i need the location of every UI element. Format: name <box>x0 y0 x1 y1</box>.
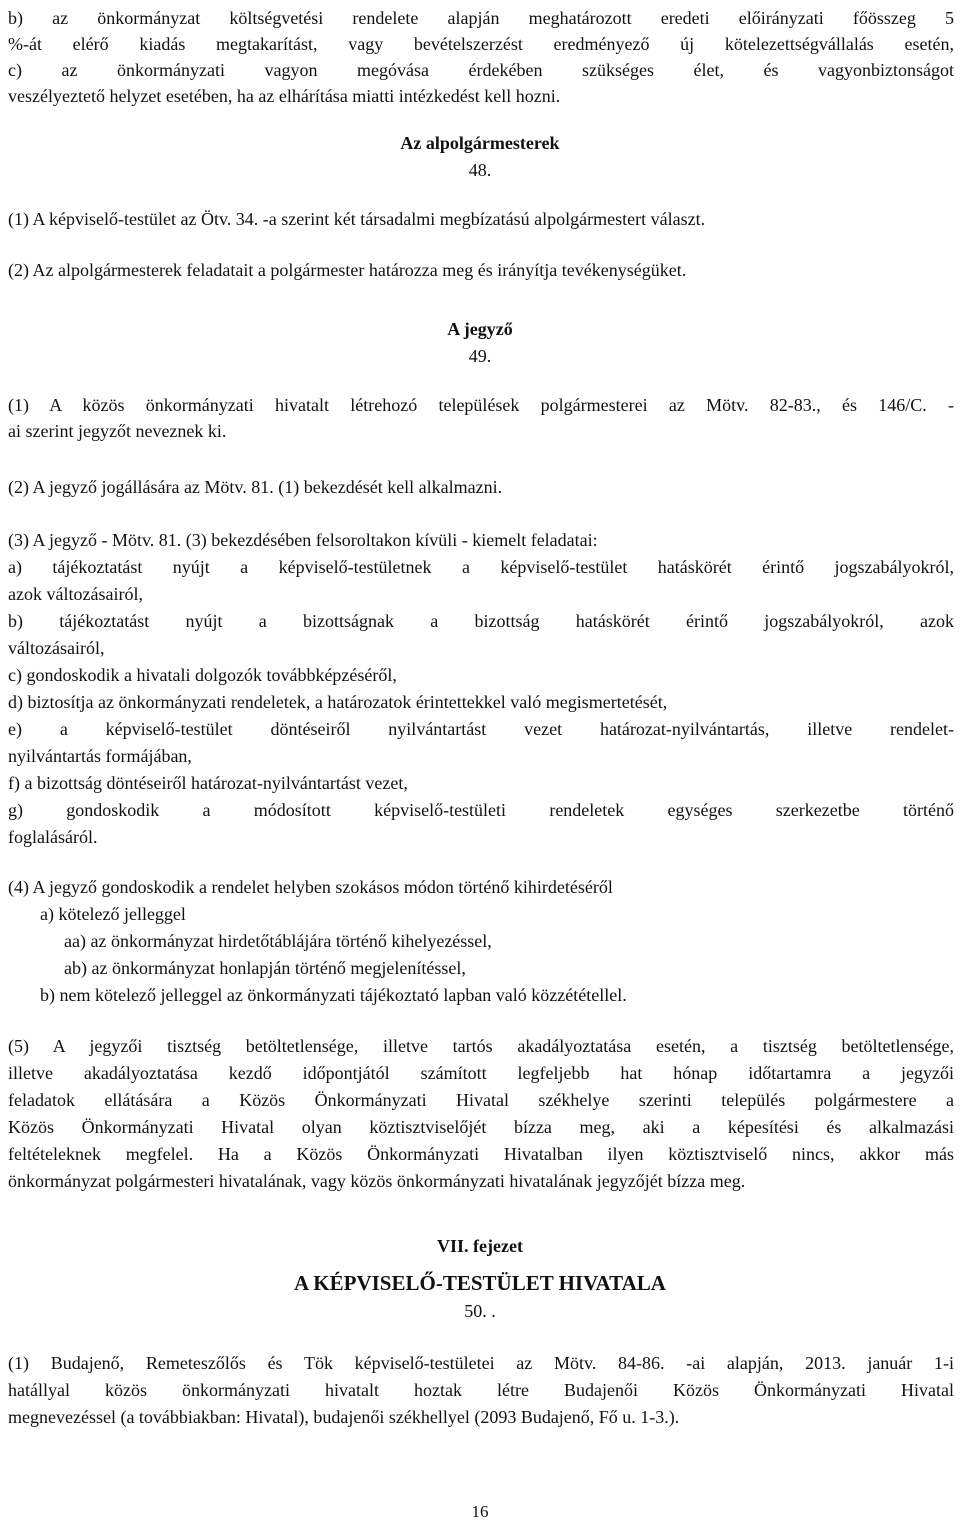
paragraph: Közös Önkormányzati Hivatal olyan köztisztviselőjét bízza meg, aki a képesítési és alkalmazási <box>8 1117 954 1137</box>
list-item: változásairól, <box>8 638 105 658</box>
paragraph: (2) A jegyző jogállására az Mötv. 81. (1) bekezdését kell alkalmazni. <box>8 477 503 497</box>
section-heading: A jegyző <box>447 319 513 339</box>
text-line: veszélyeztető helyzet esetében, ha az elhárítása miatti intézkedést kell hozni. <box>8 86 561 106</box>
list-item: g) gondoskodik a módosított képviselő-testületi rendeletek egységes szerkezetbe történő <box>8 800 954 820</box>
text-line: c) az önkormányzati vagyon megóvása érdekében szükséges élet, és vagyonbiztonságot <box>8 60 954 80</box>
list-item: d) biztosítja az önkormányzati rendeletek, a határozatok érintettekkel való megismertetését, <box>8 692 668 712</box>
section-number: 49. <box>468 346 492 366</box>
list-item: c) gondoskodik a hivatali dolgozók továbbképzéséről, <box>8 665 397 685</box>
paragraph: feladatok ellátására a Közös Önkormányzati Hivatal székhelye szerinti település polgármestere a <box>8 1090 954 1110</box>
paragraph: (1) A képviselő-testület az Ötv. 34. -a szerint két társadalmi megbízatású alpolgármestert választ. <box>8 209 706 229</box>
chapter-title: A KÉPVISELŐ-TESTÜLET HIVATALA <box>294 1271 666 1295</box>
section-number: 48. <box>468 160 492 180</box>
paragraph: (5) A jegyzői tisztség betöltetlensége, illetve tartós akadályoztatása esetén, a tisztség betöltetlensége, <box>8 1036 954 1056</box>
text-line: b) az önkormányzat költségvetési rendelete alapján meghatározott eredeti előirányzati főösszeg 5 <box>8 8 954 28</box>
list-item: foglalásáról. <box>8 827 98 847</box>
list-item: b) nem kötelező jelleggel az önkormányzati tájékoztató lapban való közzététellel. <box>40 985 627 1005</box>
list-item: ab) az önkormányzat honlapján történő megjelenítéssel, <box>64 958 466 978</box>
list-item: nyilvántartás formájában, <box>8 746 192 766</box>
list-item: a) tájékoztatást nyújt a képviselő-testületnek a képviselő-testület hatáskörét érintő jogszabályokról, <box>8 557 954 577</box>
paragraph: hatállyal közös önkormányzati hivatalt hoztak létre Budajenői Közös Önkormányzati Hivatal <box>8 1380 954 1400</box>
list-item: f) a bizottság döntéseiről határozat-nyilvántartást vezet, <box>8 773 408 793</box>
list-item: b) tájékoztatást nyújt a bizottságnak a bizottság hatáskörét érintő jogszabályokról, azok <box>8 611 954 631</box>
paragraph: (2) Az alpolgármesterek feladatait a polgármester határozza meg és irányítja tevékenységüket. <box>8 260 687 280</box>
section-heading: Az alpolgármesterek <box>400 133 560 153</box>
paragraph: feltételeknek megfelel. Ha a Közös Önkormányzati Hivatalban ilyen köztisztviselő nincs, akkor más <box>8 1144 954 1164</box>
list-item: azok változásairól, <box>8 584 143 604</box>
paragraph: önkormányzat polgármesteri hivatalának, vagy közös önkormányzati hivatalának jegyzőjét bízza meg. <box>8 1171 746 1191</box>
page-number: 16 <box>471 1502 489 1521</box>
paragraph: (3) A jegyző - Mötv. 81. (3) bekezdésében felsoroltakon kívüli - kiemelt feladatai: <box>8 530 598 550</box>
list-item: a) kötelező jelleggel <box>40 904 186 924</box>
chapter-heading: VII. fejezet <box>437 1236 523 1256</box>
paragraph: illetve akadályoztatása kezdő időpontjától számított legfeljebb hat hónap időtartamra a jegyzői <box>8 1063 954 1083</box>
paragraph: megnevezéssel (a továbbiakban: Hivatal), budajenői székhellyel (2093 Budajenő, Fő u. 1-3.). <box>8 1407 680 1427</box>
section-number: 50. . <box>464 1301 496 1321</box>
text-line: %-át elérő kiadás megtakarítást, vagy bevételszerzést eredményező új kötelezettségvállalás esetén, <box>8 34 954 54</box>
paragraph: (1) Budajenő, Remeteszőlős és Tök képviselő-testületei az Mötv. 84-86. -ai alapján, 2013. január 1-i <box>8 1353 954 1373</box>
list-item: e) a képviselő-testület döntéseiről nyilvántartást vezet határozat-nyilvántartás, illetve rendelet- <box>8 719 954 739</box>
paragraph: (4) A jegyző gondoskodik a rendelet helyben szokásos módon történő kihirdetéséről <box>8 877 613 897</box>
list-item: aa) az önkormányzat hirdetőtáblájára történő kihelyezéssel, <box>64 931 492 951</box>
paragraph: (1) A közös önkormányzati hivatalt létrehozó települések polgármesterei az Mötv. 82-83., és 146/C. - <box>8 395 954 415</box>
paragraph: ai szerint jegyzőt neveznek ki. <box>8 421 227 441</box>
